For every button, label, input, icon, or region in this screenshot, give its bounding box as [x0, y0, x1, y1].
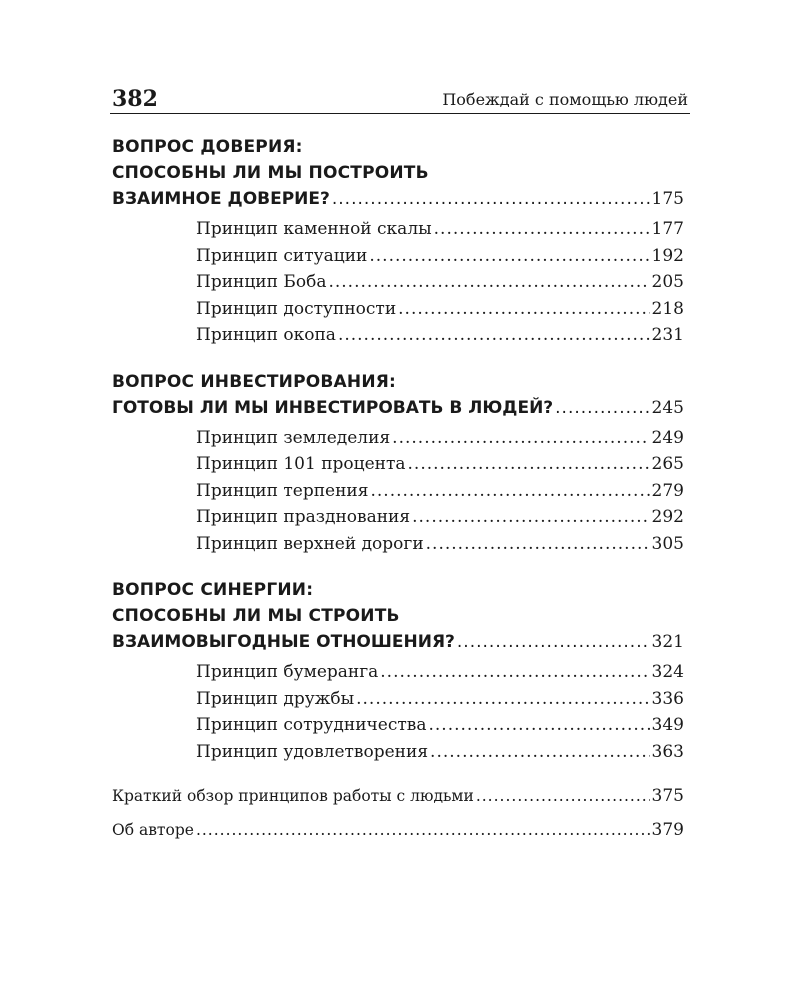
entry-label: Принцип каменной скалы [196, 219, 432, 239]
page-ref: 231 [651, 325, 684, 345]
dot-leader [380, 659, 649, 686]
dot-leader [434, 216, 650, 243]
dot-leader [428, 712, 649, 739]
toc-entry[interactable] [196, 686, 684, 713]
page-ref: 336 [651, 688, 684, 709]
dot-leader [196, 819, 650, 841]
entry-label: Принцип дружбы [196, 688, 355, 709]
toc-section-trust [112, 134, 684, 349]
section-title-line: СПОСОБНЫ ЛИ МЫ СТРОИТЬ [112, 606, 400, 626]
page-ref: 363 [651, 741, 684, 762]
entry-label: Принцип окопа [196, 325, 336, 345]
entry-label: Принцип доступности [196, 298, 397, 319]
dot-leader [338, 322, 650, 349]
running-title: Побеждай с помощью людей [442, 90, 688, 109]
entry-label: Принцип 101 процента [196, 454, 406, 474]
toc-entry[interactable] [196, 425, 684, 452]
page-ref: 292 [651, 507, 684, 527]
toc-entry[interactable] [196, 269, 684, 296]
entry-label: Краткий обзор принципов работы с людьми [112, 787, 474, 805]
dot-leader [412, 504, 649, 531]
table-of-contents [112, 134, 684, 841]
dot-leader [408, 451, 650, 478]
section-title-label: ВЗАИМОВЫГОДНЫЕ ОТНОШЕНИЯ? [112, 632, 455, 652]
section-title-line: ВОПРОС ИНВЕСТИРОВАНИЯ: [112, 371, 397, 392]
section-title-line: СПОСОБНЫ ЛИ МЫ ПОСТРОИТЬ [112, 163, 429, 183]
toc-entry[interactable] [196, 243, 684, 270]
dot-leader [392, 425, 649, 452]
dot-leader [430, 739, 650, 766]
toc-entry[interactable] [196, 739, 684, 766]
toc-entry-about-author[interactable] [112, 819, 684, 841]
page-number: 382 [112, 86, 158, 112]
entry-label: Принцип удовлетворения [196, 741, 429, 762]
dot-leader [476, 785, 650, 807]
page-ref: 175 [651, 189, 684, 209]
entry-label: Принцип верхней дороги [196, 533, 424, 554]
page-ref: 245 [651, 397, 684, 418]
dot-leader [555, 395, 649, 421]
entry-label: Принцип бумеранга [196, 662, 379, 682]
page-ref: 379 [651, 820, 684, 840]
page-ref: 305 [651, 533, 684, 554]
page-ref: 218 [651, 298, 684, 319]
section-title-entry[interactable] [112, 629, 684, 655]
entry-label: Принцип сотрудничества [196, 715, 427, 735]
section-title-entry[interactable] [112, 186, 684, 212]
dot-leader [328, 269, 649, 296]
toc-entry[interactable] [196, 659, 684, 686]
toc-entry-summary[interactable] [112, 785, 684, 807]
section-title-line: ВОПРОС ДОВЕРИЯ: [112, 137, 303, 157]
toc-entry[interactable] [196, 478, 684, 505]
toc-entry[interactable] [196, 322, 684, 349]
dot-leader [356, 686, 649, 713]
dot-leader [332, 186, 650, 212]
section-title-entry[interactable] [112, 395, 684, 421]
page-ref: 321 [651, 632, 684, 652]
entry-label: Принцип ситуации [196, 245, 368, 266]
section-title-line: ВОПРОС СИНЕРГИИ: [112, 580, 314, 600]
toc-entry[interactable] [196, 296, 684, 323]
dot-leader [426, 531, 650, 558]
toc-entry[interactable] [196, 504, 684, 531]
entry-label: Об авторе [112, 821, 194, 839]
dot-leader [457, 629, 650, 655]
dot-leader [398, 296, 649, 323]
toc-entry[interactable] [196, 712, 684, 739]
page-ref: 177 [651, 219, 684, 239]
section-title-label: ГОТОВЫ ЛИ МЫ ИНВЕСТИРОВАТЬ В ЛЮДЕЙ? [112, 397, 554, 418]
entry-label: Принцип терпения [196, 480, 369, 501]
toc-entry[interactable] [196, 216, 684, 243]
page-ref: 249 [651, 427, 684, 448]
entry-label: Принцип Боба [196, 272, 327, 292]
toc-section-synergy [112, 577, 684, 765]
toc-entry[interactable] [196, 531, 684, 558]
page-ref: 324 [651, 662, 684, 682]
page-ref: 279 [651, 480, 684, 501]
dot-leader [371, 478, 650, 505]
page-ref: 375 [651, 786, 684, 806]
header-rule [110, 113, 690, 114]
page-ref: 349 [651, 715, 684, 735]
toc-section-investment [112, 369, 684, 558]
entry-label: Принцип земледелия [196, 427, 391, 448]
page-ref: 205 [651, 272, 684, 292]
dot-leader [369, 243, 649, 270]
page-ref: 265 [651, 454, 684, 474]
entry-label: Принцип празднования [196, 507, 411, 527]
toc-entry[interactable] [196, 451, 684, 478]
page-ref: 192 [651, 245, 684, 266]
section-title-label: ВЗАИМНОЕ ДОВЕРИЕ? [112, 189, 330, 209]
